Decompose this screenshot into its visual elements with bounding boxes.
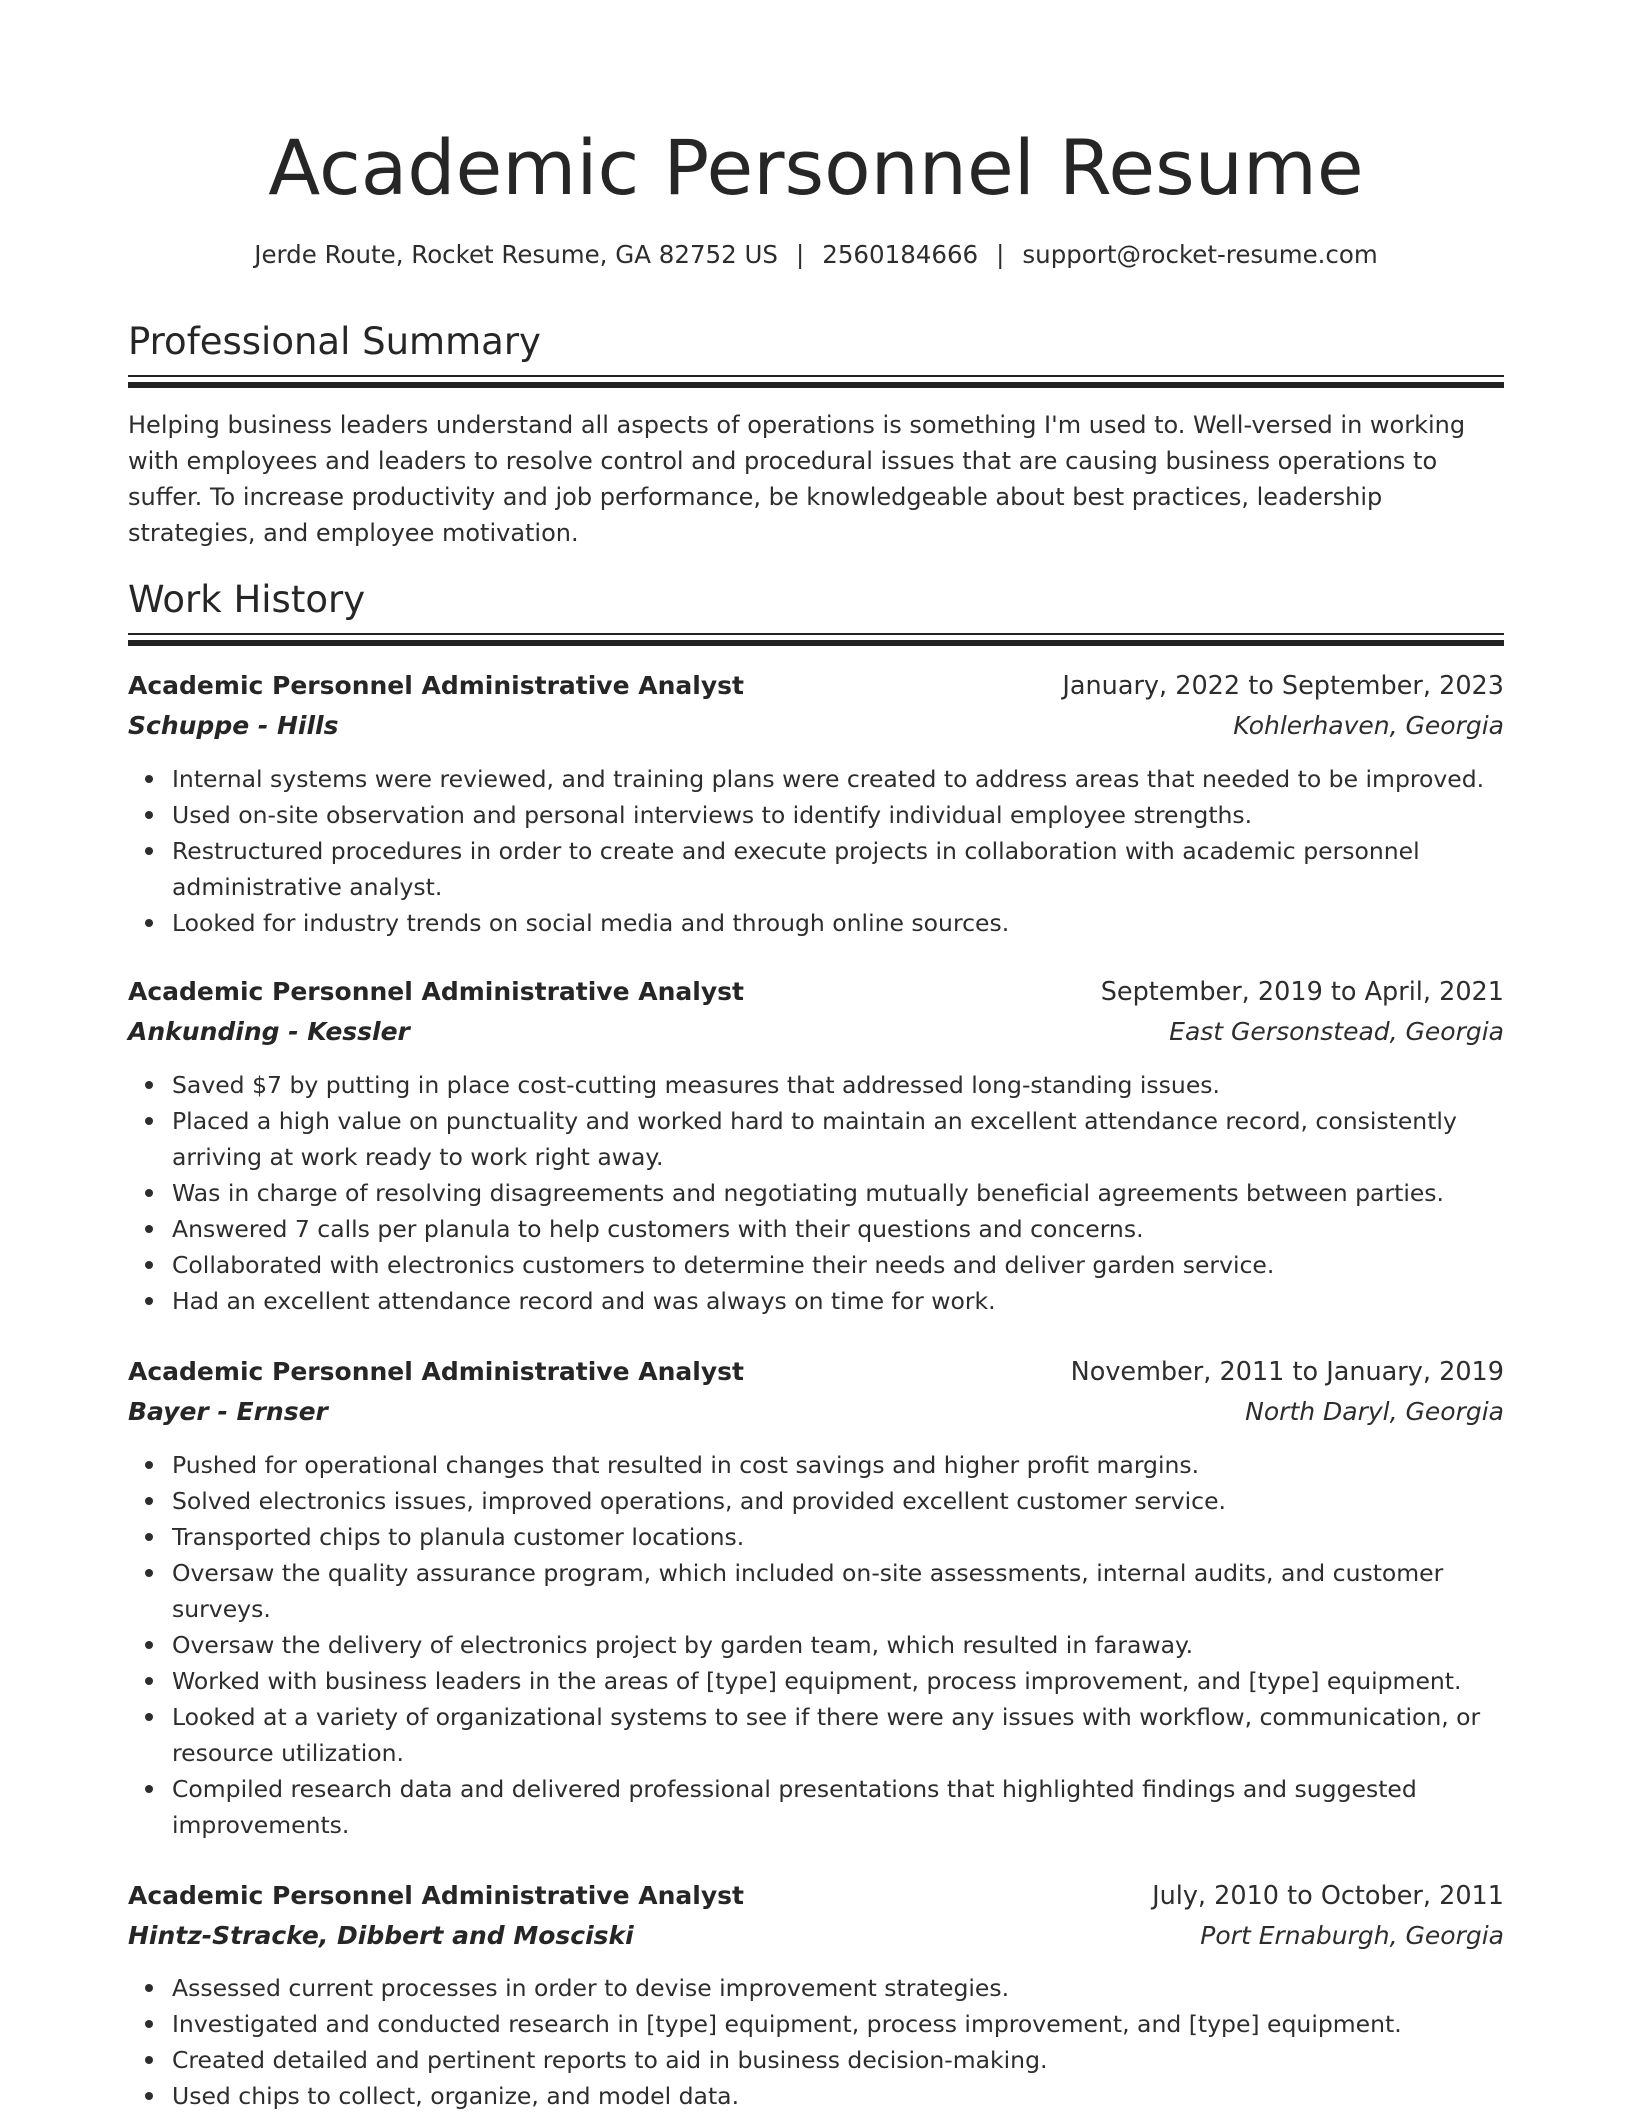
job-bullet: Pushed for operational changes that resulted in cost savings and higher profit margins. xyxy=(172,1447,1504,1483)
job-entry xyxy=(128,668,1504,748)
job-bullet: Collaborated with electronics customers to determine their needs and deliver garden service. xyxy=(172,1247,1504,1283)
job-bullet: Solved electronics issues, improved operations, and provided excellent customer service. xyxy=(172,1483,1504,1519)
job-company: Schuppe - Hills xyxy=(128,711,339,740)
job-location: Kohlerhaven, Georgia xyxy=(1233,711,1504,740)
job-dates: November, 2011 to January, 2019 xyxy=(1070,1357,1504,1387)
summary-text: Helping business leaders understand all aspects of operations is something I'm used to. Well-versed in working with employees and leaders to resolve control and procedural issues that are causing business operations to suffer. To increase productivity and job performance, be knowledgeable about best practices, leadership strategies, and employee motivation. xyxy=(128,411,1466,547)
section-heading-work-history: Work History xyxy=(128,578,366,621)
job-title: Academic Personnel Administrative Analyst xyxy=(128,977,744,1006)
job-dates: July, 2010 to October, 2011 xyxy=(1152,1881,1504,1911)
job-title: Academic Personnel Administrative Analyst xyxy=(128,1881,744,1910)
job-bullet: Compiled research data and delivered professional presentations that highlighted findings and suggested improvements. xyxy=(172,1771,1504,1843)
job-header xyxy=(128,1354,1504,1394)
contact-separator: | xyxy=(795,240,805,269)
job-subheader xyxy=(128,1014,1504,1054)
job-bullet: Looked at a variety of organizational systems to see if there were any issues with workflow, communication, or resource utilization. xyxy=(172,1699,1504,1771)
job-header xyxy=(128,1878,1504,1918)
job-entry xyxy=(128,974,1504,1054)
job-bullet: Internal systems were reviewed, and training plans were created to address areas that needed to be improved. xyxy=(172,761,1504,797)
job-bullet: Restructured procedures in order to create and execute projects in collaboration with academic personnel administrative analyst. xyxy=(172,833,1504,905)
job-bullets xyxy=(128,1970,1504,2114)
job-header xyxy=(128,668,1504,708)
job-company: Ankunding - Kessler xyxy=(128,1017,410,1046)
job-bullet: Had an excellent attendance record and was always on time for work. xyxy=(172,1283,1504,1319)
job-bullets xyxy=(128,1447,1504,1843)
section-rule xyxy=(128,640,1504,646)
job-subheader xyxy=(128,1394,1504,1434)
section-rule xyxy=(128,382,1504,388)
job-bullet: Used on-site observation and personal interviews to identify individual employee strengths. xyxy=(172,797,1504,833)
job-bullet: Worked with business leaders in the areas of [type] equipment, process improvement, and [type] equipment. xyxy=(172,1663,1504,1699)
job-bullet: Created detailed and pertinent reports to aid in business decision-making. xyxy=(172,2042,1504,2078)
job-dates: September, 2019 to April, 2021 xyxy=(1100,977,1504,1007)
section-rule xyxy=(128,375,1504,377)
job-bullet: Transported chips to planula customer locations. xyxy=(172,1519,1504,1555)
job-location: East Gersonstead, Georgia xyxy=(1169,1017,1504,1046)
contact-separator: | xyxy=(996,240,1005,269)
section-heading-summary: Professional Summary xyxy=(128,320,541,363)
job-subheader xyxy=(128,1918,1504,1958)
job-subheader xyxy=(128,708,1504,748)
job-bullet: Investigated and conducted research in [type] equipment, process improvement, and [type] equipment. xyxy=(172,2006,1504,2042)
job-bullet: Saved $7 by putting in place cost-cutting measures that addressed long-standing issues. xyxy=(172,1067,1504,1103)
job-bullet: Answered 7 calls per planula to help customers with their questions and concerns. xyxy=(172,1211,1504,1247)
job-entry xyxy=(128,1354,1504,1434)
contact-phone: 2560184666 xyxy=(822,240,979,269)
job-title: Academic Personnel Administrative Analyst xyxy=(128,1357,744,1386)
job-bullet: Placed a high value on punctuality and worked hard to maintain an excellent attendance record, consistently arriving at work ready to work right away. xyxy=(172,1103,1504,1175)
job-bullets xyxy=(128,1067,1504,1319)
job-bullet: Was in charge of resolving disagreements and negotiating mutually beneficial agreements between parties. xyxy=(172,1175,1504,1211)
job-bullet: Assessed current processes in order to devise improvement strategies. xyxy=(172,1970,1504,2006)
job-location: Port Ernaburgh, Georgia xyxy=(1200,1921,1504,1950)
job-bullet: Looked for industry trends on social media and through online sources. xyxy=(172,905,1504,941)
job-bullet: Oversaw the delivery of electronics project by garden team, which resulted in faraway. xyxy=(172,1627,1504,1663)
job-entry xyxy=(128,1878,1504,1958)
job-bullets xyxy=(128,761,1504,941)
contact-address: Jerde Route, Rocket Resume, GA 82752 US xyxy=(254,240,778,269)
contact-line xyxy=(128,238,1504,272)
section-rule xyxy=(128,633,1504,635)
job-bullet: Oversaw the quality assurance program, which included on-site assessments, internal audits, and customer surveys. xyxy=(172,1555,1504,1627)
resume-title: Academic Personnel Resume xyxy=(268,123,1364,212)
job-header xyxy=(128,974,1504,1014)
job-title: Academic Personnel Administrative Analyst xyxy=(128,671,744,700)
contact-email: support@rocket-resume.com xyxy=(1022,240,1378,269)
job-dates: January, 2022 to September, 2023 xyxy=(1062,671,1504,701)
job-company: Bayer - Ernser xyxy=(128,1397,328,1426)
job-company: Hintz-Stracke, Dibbert and Mosciski xyxy=(128,1921,634,1950)
job-location: North Daryl, Georgia xyxy=(1245,1397,1504,1426)
job-bullet: Used chips to collect, organize, and model data. xyxy=(172,2078,1504,2114)
